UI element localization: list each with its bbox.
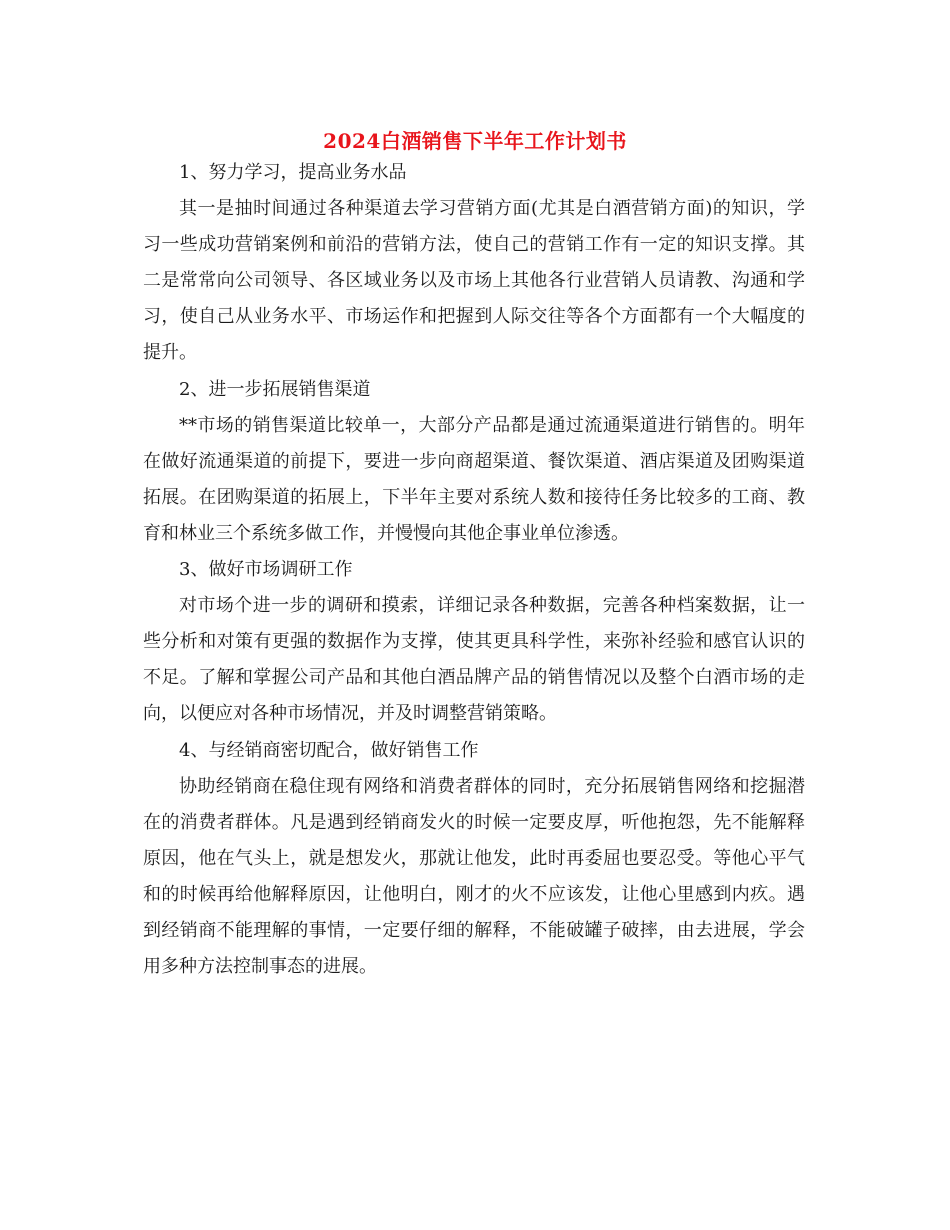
section-heading: 2、进一步拓展销售渠道 bbox=[179, 378, 371, 400]
section-2 bbox=[143, 372, 805, 552]
section-heading: 1、努力学习，提高业务水品 bbox=[179, 162, 407, 183]
section-4 bbox=[143, 733, 805, 986]
document-body bbox=[143, 155, 805, 985]
section-heading: 4、与经销商密切配合，做好销售工作 bbox=[179, 739, 479, 761]
document-title: 2024白酒销售下半年工作计划书 bbox=[323, 129, 627, 154]
section-3 bbox=[143, 552, 805, 732]
section-paragraph: **市场的销售渠道比较单一，大部分产品都是通过流通渠道进行销售的。明年在做好流通渠道的前提下，要进一步向商超渠道、餐饮渠道、酒店渠道及团购渠道拓展。在团购渠道的拓展上，下半年主要对系统人数和接待任务比较多的工商、教育和林业三个系统多做工作，并慢慢向其他企事业单位渗透。 bbox=[143, 414, 805, 544]
section-heading: 3、做好市场调研工作 bbox=[179, 559, 353, 581]
section-paragraph: 对市场个进一步的调研和摸索，详细记录各种数据，完善各种档案数据，让一些分析和对策有更强的数据作为支撑，使其更具科学性，来弥补经验和感官认识的不足。了解和掌握公司产品和其他白酒品牌产品的销售情况以及整个白酒市场的走向，以便应对各种市场情况，并及时调整营销策略。 bbox=[143, 595, 805, 725]
section-paragraph: 其一是抽时间通过各种渠道去学习营销方面(尤其是白酒营销方面)的知识，学习一些成功营销案例和前沿的营销方法，使自己的营销工作有一定的知识支撑。其二是常常向公司领导、各区域业务以及市场上其他各行业营销人员请教、沟通和学习，使自己从业务水平、市场运作和把握到人际交往等各个方面都有一个大幅度的提升。 bbox=[143, 198, 805, 364]
section-paragraph: 协助经销商在稳住现有网络和消费者群体的同时，充分拓展销售网络和挖掘潜在的消费者群体。凡是遇到经销商发火的时候一定要皮厚，听他抱怨，先不能解释原因，他在气头上，就是想发火，那就让他发，此时再委屈也要忍受。等他心平气和的时候再给他解释原因，让他明白，刚才的火不应该发，让他心里感到内疚。遇到经销商不能理解的事情，一定要仔细的解释，不能破罐子破摔，由去进展，学会用多种方法控制事态的进展。 bbox=[143, 775, 805, 978]
section-1 bbox=[143, 155, 805, 372]
